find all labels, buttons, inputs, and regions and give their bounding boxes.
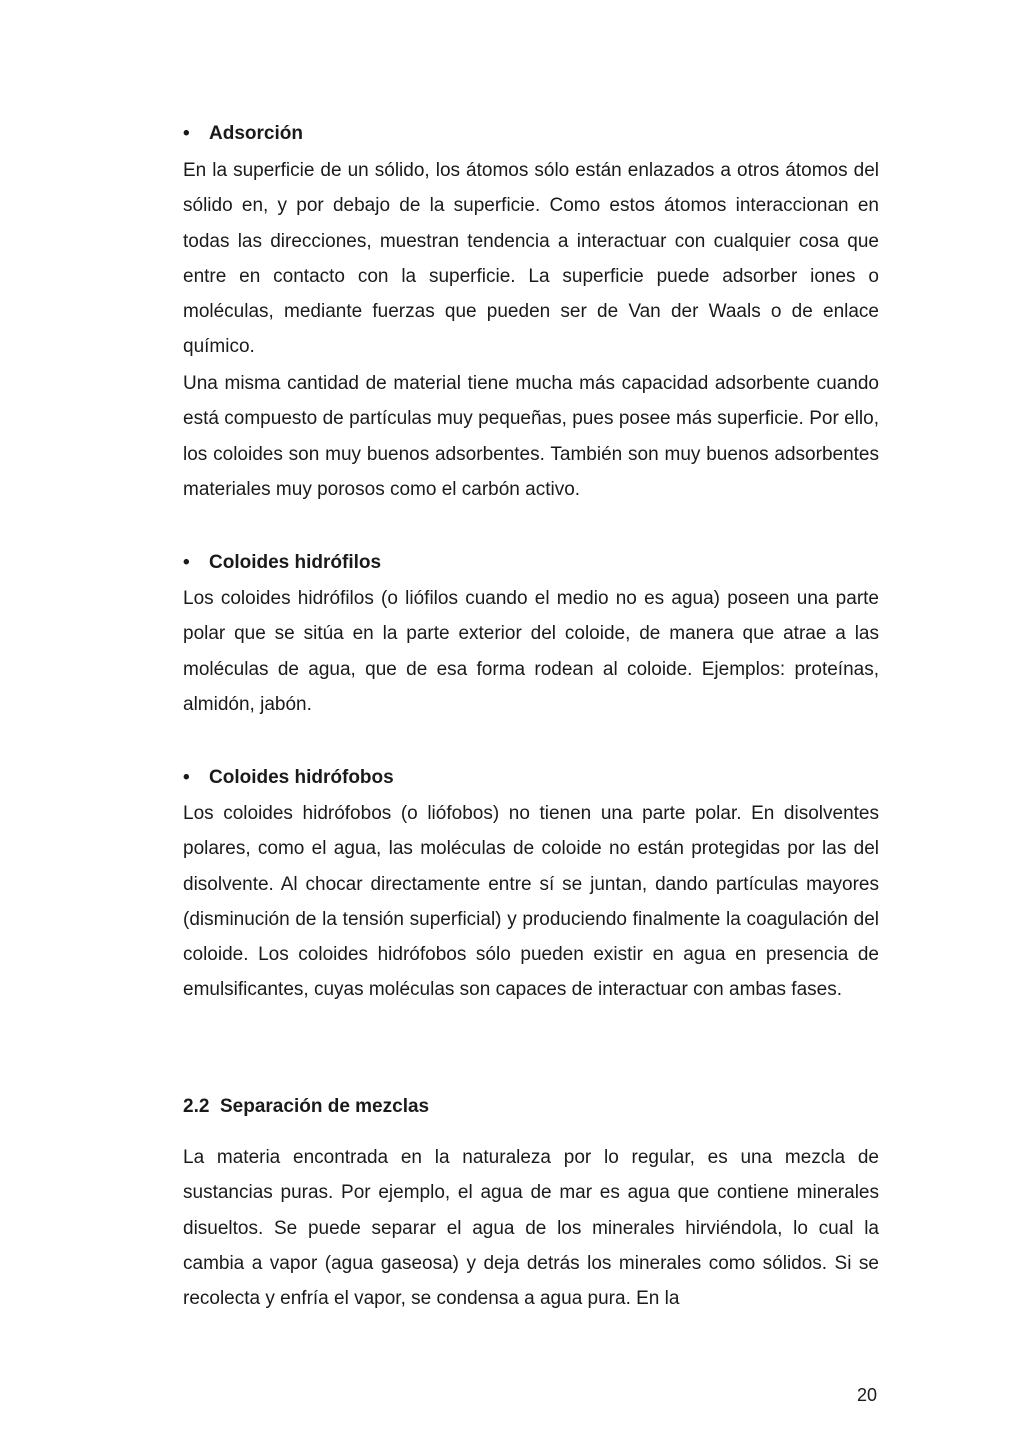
heading-text: Coloides hidrófobos	[209, 767, 394, 788]
paragraph: La materia encontrada en la naturaleza por lo regular, es una mezcla de sustancias puras. Por ejemplo, el agua de mar es agua que contiene minerales disueltos. Se puede separar el agua de los minerales hirviéndola, lo cual la cambia a vapor (agua gaseosa) y deja detrás los minerales como sólidos. Si se recolecta y enfría el vapor, se condensa a agua pura. En la	[183, 1147, 879, 1310]
heading-text: Adsorción	[209, 123, 303, 144]
subsection-title: Separación de mezclas	[220, 1096, 430, 1117]
section-heading-adsorcion	[183, 122, 303, 146]
subsection-heading	[183, 1095, 429, 1119]
paragraph: Los coloides hidrófobos (o liófobos) no tienen una parte polar. En disolventes polares, como el agua, las moléculas de coloide no están protegidas por las del disolvente. Al chocar directamente entre sí se juntan, dando partículas mayores (disminución de la tensión superficial) y produciendo finalmente la coagulación del coloide. Los coloides hidrófobos sólo pueden existir en agua en presencia de emulsificantes, cuyas moléculas son capaces de interactuar con ambas fases.	[183, 803, 879, 1001]
paragraph: Una misma cantidad de material tiene mucha más capacidad adsorbente cuando está compuesto de partículas muy pequeñas, pues posee más superficie. Por ello, los coloides son muy buenos adsorbentes. También son muy buenos adsorbentes materiales muy porosos como el carbón activo.	[183, 373, 879, 500]
bullet-icon: •	[183, 552, 190, 573]
bullet-icon: •	[183, 767, 190, 788]
section-heading-coloides-hidrofilos	[183, 551, 381, 575]
paragraph: En la superficie de un sólido, los átomos sólo están enlazados a otros átomos del sólido en, y por debajo de la superficie. Como estos átomos interaccionan en todas las direcciones, muestran tendencia a interactuar con cualquier cosa que entre en contacto con la superficie. La superficie puede adsorber iones o moléculas, mediante fuerzas que pueden ser de Van der Waals o de enlace químico.	[183, 160, 879, 358]
page-number: 20	[857, 1385, 878, 1405]
subsection-number: 2.2	[183, 1096, 210, 1117]
heading-text: Coloides hidrófilos	[209, 552, 382, 573]
bullet-icon: •	[183, 123, 190, 144]
paragraph: Los coloides hidrófilos (o liófilos cuando el medio no es agua) poseen una parte polar que se sitúa en la parte exterior del coloide, de manera que atrae a las moléculas de agua, que de esa forma rodean al coloide. Ejemplos: proteínas, almidón, jabón.	[183, 588, 879, 715]
section-heading-coloides-hidrofobos	[183, 766, 394, 790]
